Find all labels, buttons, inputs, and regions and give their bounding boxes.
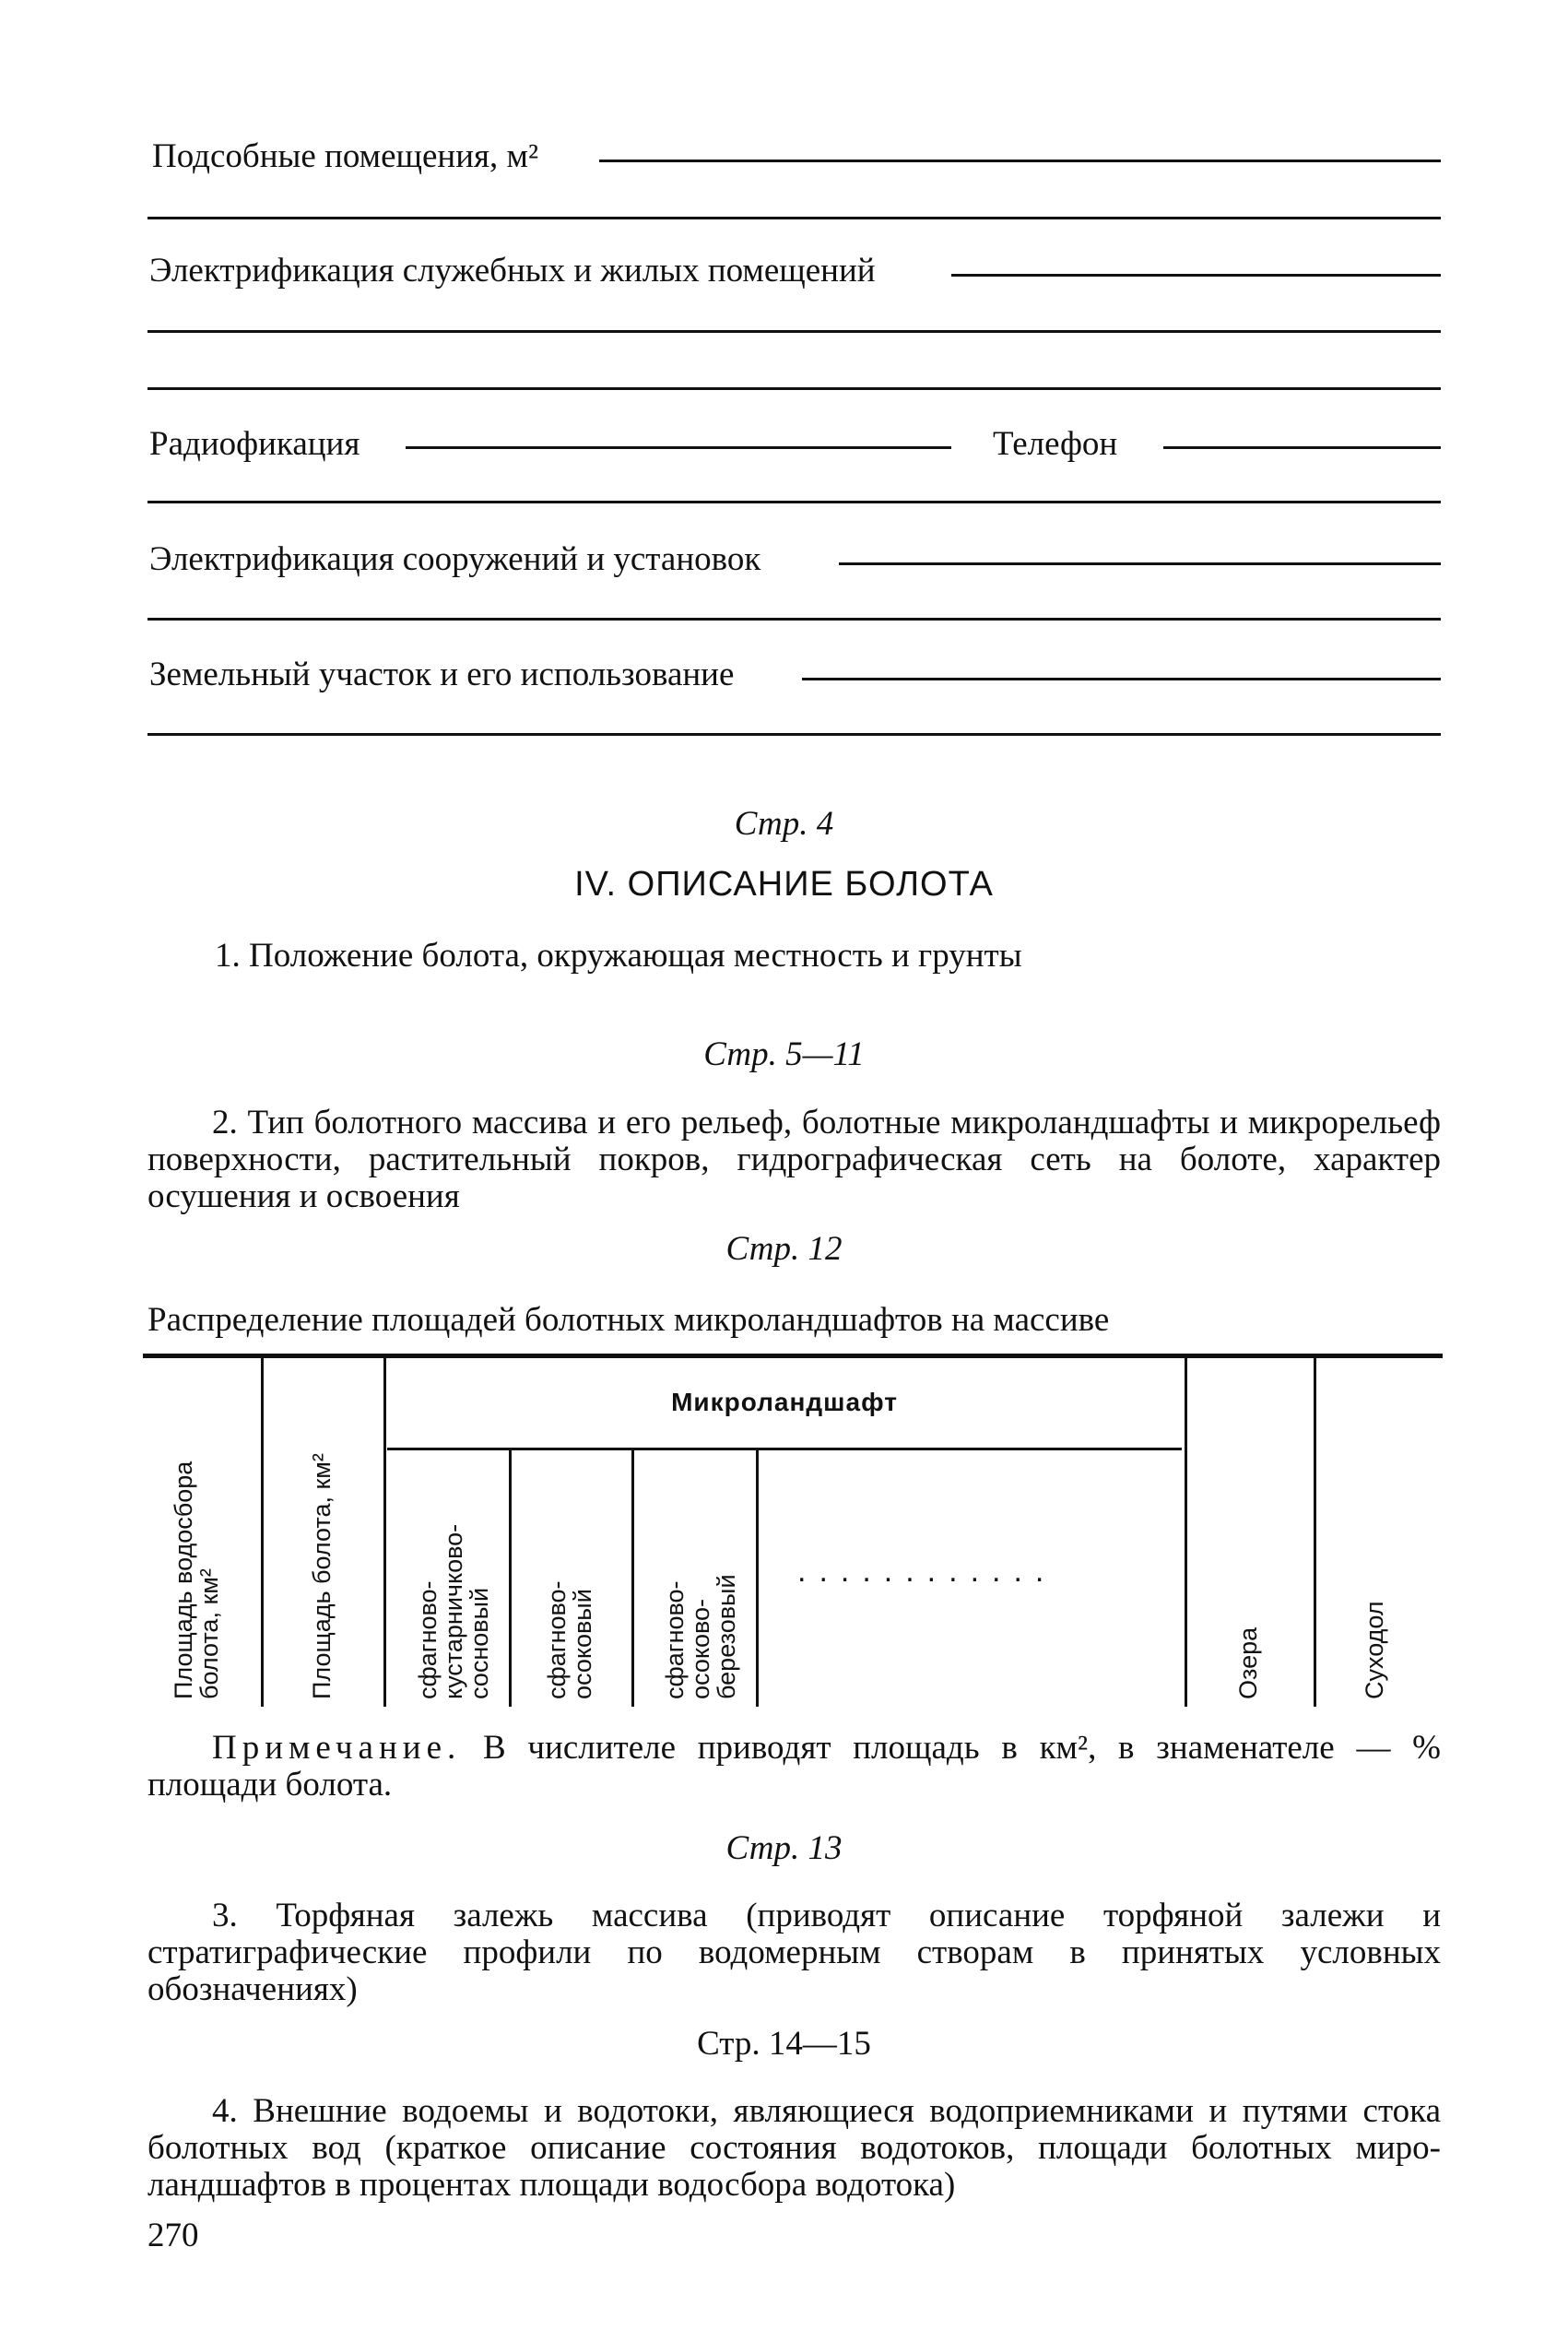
page-number: 270 bbox=[147, 2217, 199, 2254]
table-inner-rule bbox=[387, 1448, 1182, 1450]
section-title: IV. ОПИСАНИЕ БОЛОТА bbox=[574, 865, 994, 904]
table-divider bbox=[1314, 1356, 1316, 1707]
page-ref: Стр. 12 bbox=[725, 1230, 843, 1268]
fill-line bbox=[951, 274, 1441, 277]
note-text: В числителе приводят площадь в км², в знаменателе — % площади болота. bbox=[147, 1729, 1442, 1804]
table-top-rule bbox=[143, 1354, 1443, 1358]
table-divider bbox=[261, 1356, 264, 1707]
fill-line bbox=[599, 160, 1441, 162]
fill-line bbox=[1163, 446, 1441, 449]
electrification-rooms-label: Электрификация служебных и жилых помещений bbox=[149, 252, 876, 290]
col-dry-header: Суходол bbox=[1361, 1601, 1388, 1699]
page-ref: Стр. 4 bbox=[734, 805, 834, 843]
radio-label: Радиофикация bbox=[149, 425, 360, 463]
fill-line bbox=[147, 387, 1441, 390]
sub-header-3: сфагново- осоково- березовый bbox=[661, 1574, 740, 1699]
phone-label: Телефон bbox=[993, 425, 1118, 463]
item-4: 4. Внешние водоемы и водотоки, являющиеся водоприемниками и путями стока болотных вод (краткое описание состояния водотоков, площади болотных мироландшафтов в процентах площади водосбора водотока) bbox=[147, 2092, 1441, 2204]
table-divider bbox=[509, 1450, 512, 1707]
fill-line bbox=[839, 562, 1441, 565]
item-2: 2. Тип болотного массива и его рельеф, болотные микроландшафты и микрорельеф поверхности, растительный покров, гидрографическая сеть на болоте, характер осушения и освоения bbox=[147, 1104, 1441, 1215]
item-1: 1. Положение болота, окружающая местность и грунты bbox=[215, 937, 1022, 975]
table-divider bbox=[1185, 1356, 1187, 1707]
col-bog-header: Площадь болота, км² bbox=[308, 1453, 336, 1699]
fill-line bbox=[147, 501, 1441, 503]
fill-line bbox=[802, 678, 1441, 680]
table-divider bbox=[756, 1450, 759, 1707]
land-label: Земельный участок и его использование bbox=[149, 656, 735, 693]
sub-header-2: сфагново- осоковый bbox=[543, 1580, 596, 1699]
page-ref: Стр. 14—15 bbox=[697, 2025, 871, 2063]
aux-rooms-label: Подсобные помещения, м² bbox=[152, 137, 539, 175]
table-divider bbox=[383, 1356, 386, 1707]
sub-header-1: сфагново- кустарничково- сосновый bbox=[414, 1523, 493, 1699]
fill-line bbox=[406, 446, 951, 449]
fill-line bbox=[147, 330, 1441, 333]
note-label: Примечание. bbox=[212, 1729, 462, 1767]
table-caption: Распределение площадей болотных микроландшафтов на массиве bbox=[147, 1301, 1110, 1339]
item-3: 3. Торфяная залежь массива (приводят описание торфяной залежи и стратиграфические профили по водомерным створам в принятых условных обозначениях) bbox=[147, 1897, 1441, 2008]
fill-line bbox=[147, 618, 1441, 621]
table-divider bbox=[631, 1450, 634, 1707]
table-note bbox=[147, 1730, 1441, 1804]
col-catchment-header: Площадь водосбора болота, км² bbox=[170, 1461, 223, 1699]
page-ref: Стр. 13 bbox=[725, 1829, 843, 1867]
page-ref: Стр. 5—11 bbox=[703, 1035, 865, 1073]
fill-line bbox=[147, 217, 1441, 219]
col-lakes-header: Озера bbox=[1234, 1626, 1262, 1699]
microlandscape-header: Микроландшафт bbox=[671, 1388, 898, 1416]
ellipsis: ............ bbox=[797, 1554, 1057, 1589]
fill-line bbox=[147, 733, 1441, 736]
electrification-structures-label: Электрификация сооружений и установок bbox=[149, 540, 761, 578]
